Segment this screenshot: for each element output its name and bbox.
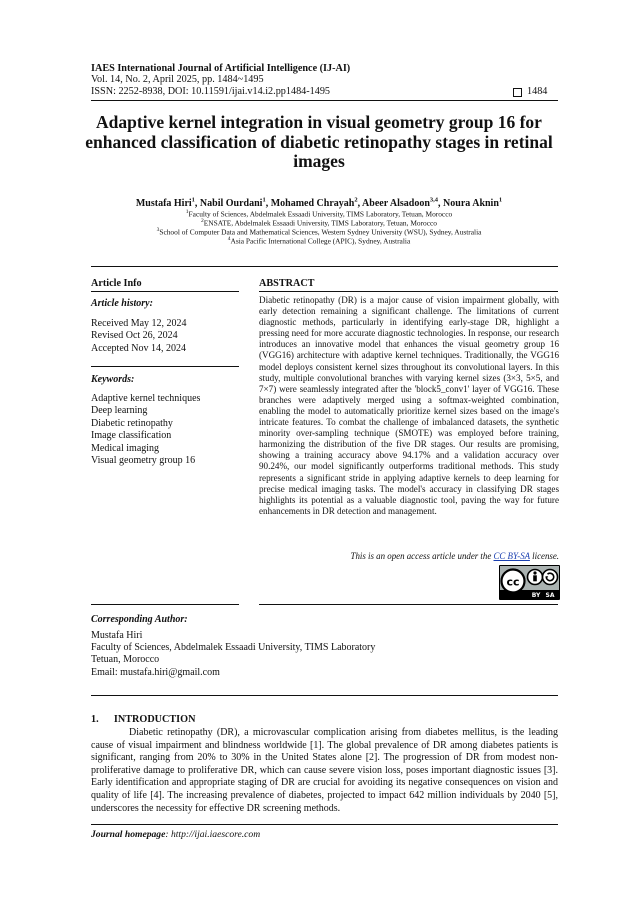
list-item: Accepted Nov 14, 2024 <box>91 342 186 354</box>
section-top-rule <box>91 266 558 267</box>
introduction-heading: 1. INTRODUCTION <box>91 714 196 725</box>
corr-left-rule <box>91 604 239 605</box>
list-item: Image classification <box>91 430 172 442</box>
keywords-list <box>91 393 200 467</box>
list-item: Deep learning <box>91 405 148 417</box>
journal-name: IAES International Journal of Artificial Intelligence (IJ-AI) <box>91 63 351 74</box>
author-affiliation: Faculty of Sciences, Abdelmalek Essaadi University, TIMS Laboratory <box>91 642 376 654</box>
author: Abeer Alsadoon$^{3,4}$, <box>362 197 444 210</box>
abstract-heading: ABSTRACT <box>259 278 315 289</box>
author-location: Tetuan, Morocco <box>91 654 160 666</box>
author: Mohamed Chrayah$^2$, <box>270 197 363 210</box>
issn-doi: ISSN: 2252-8938, DOI: 10.11591/ijai.v14.i2.pp1484-1495 <box>91 86 331 97</box>
article-info-heading: Article Info <box>91 278 142 289</box>
cc-license-badge <box>499 565 560 600</box>
author: Mustafa Hiri$^1$, <box>135 197 200 210</box>
badge-sa-label: SA <box>545 592 555 599</box>
keywords-heading: Keywords: <box>91 374 135 385</box>
list-item: Revised Oct 26, 2024 <box>91 330 178 342</box>
author-name: Mustafa Hiri <box>91 630 143 641</box>
square-icon <box>513 88 522 97</box>
history-heading: Article history: <box>91 298 153 309</box>
cc-by-sa-link[interactable]: CC BY-SA <box>493 551 530 561</box>
list-item: Visual geometry group 16 <box>91 455 196 467</box>
list-item: Diabetic retinopathy <box>91 417 173 429</box>
journal-homepage: Journal homepage: http://ijai.iaescore.com <box>91 829 261 840</box>
page-number: 1484 <box>527 86 548 97</box>
history-list <box>91 318 187 355</box>
cc-badge-icon <box>500 566 559 599</box>
affiliation: $^3$School of Computer Data and Mathematical Sciences, Western Sydney University (WSU), Sydney, Australia <box>156 227 482 237</box>
corresponding-details <box>91 630 375 679</box>
corr-right-rule <box>259 604 558 605</box>
list-item: Received May 12, 2024 <box>91 318 187 329</box>
header-rule <box>91 100 558 101</box>
svg-text:cc: cc <box>506 575 520 589</box>
list-item: Adaptive kernel techniques <box>91 393 201 404</box>
license-line: This is an open access article under the CC BY-SA license. <box>350 551 559 561</box>
author: Nabil Ourdani$^1$, <box>199 197 271 210</box>
abstract-rule <box>259 291 558 292</box>
introduction-text: Diabetic retinopathy (DR), a microvascular complication arising from diabetes mellitus, is the leading cause of visual impairment and blindness worldwide [1]. The global prevalence of DR among diabetes patients is significant, ranging from 20% to 30% in the United States alone [2]. The progression of DR from modest non-proliferative damage to proliferative DR, which can cause severe vision loss, poses important diagnostic issues [3]. Early identification and appropriate staging of DR are crucial for avoiding its negative consequences on vision and quality of life [4]. The increasing prevalence of diabetes, projected to impact 642 million individuals by 2040 [5], underscores the necessity for effective DR screening methods. <box>91 727 558 814</box>
author-email: Email: mustafa.hiri@gmail.com <box>91 666 220 678</box>
abstract-text: Diabetic retinopathy (DR) is a major cause of vision impairment globally, with early detection remaining a significant challenge. The limitations of current diagnostic methods, particularly in identifying early-stage DR, highlight a pressing need for more accurate diagnostic technologies. In response, our research introduces an innovative model that enhances the visual geometry group 16 (VGG16) architecture with adaptive kernel techniques. Traditionally, the VGG16 model deploys consistent kernel sizes throughout its convolutional layers. In this study, multiple convolutional branches with varying kernel sizes (3×3, 5×5, and 7×7) were seamlessly integrated after the 'block5_conv1' layer of VGG16. These branches were adaptively merged using a softmax-weighted combination, enabling the model to automatically prioritize kernel sizes based on the image's intricate features. To combat the challenge of imbalanced datasets, the synthetic minority over-sampling technique (SMOTE) was employed before training, harmonizing the distribution of the five DR stages. Our results are promising, showing a training accuracy above 94.17% and a validation accuracy over 90.24%, our model significantly outperforms traditional methods. This study represents a significant stride in applying adaptive kernels to deep learning for precise medical imaging tasks. The model's accuracy in classifying DR stages highlights its potential as a valuable diagnostic tool, paving the way for future enhancements in DR detection and management. <box>259 295 559 516</box>
footer-rule <box>91 824 558 825</box>
affiliation: $^4$Asia Pacific International College (APIC), Sydney, Australia <box>227 236 411 246</box>
info-rule <box>91 291 239 292</box>
affiliation: $^2$ENSATE, Abdelmalek Essaadi University, TIMS Laboratory, Tetuan, Morocco <box>200 218 437 228</box>
badge-by-label: BY <box>531 592 541 599</box>
history-rule <box>91 366 239 367</box>
volume-info: Vol. 14, No. 2, April 2025, pp. 1484~1495 <box>91 74 264 85</box>
corr-bottom-rule <box>91 695 558 696</box>
author: Noura Aknin$^1$ <box>443 197 503 210</box>
list-item: Medical imaging <box>91 442 160 454</box>
paper-title: Adaptive kernel integration in visual geometry group 16 for enhanced classification of diabetic retinopathy stages in retinal images <box>85 112 553 171</box>
corresponding-heading: Corresponding Author: <box>91 614 188 625</box>
affiliation: $^1$Faculty of Sciences, Abdelmalek Essaadi University, TIMS Laboratory, Tetuan, Morocco <box>185 209 453 219</box>
